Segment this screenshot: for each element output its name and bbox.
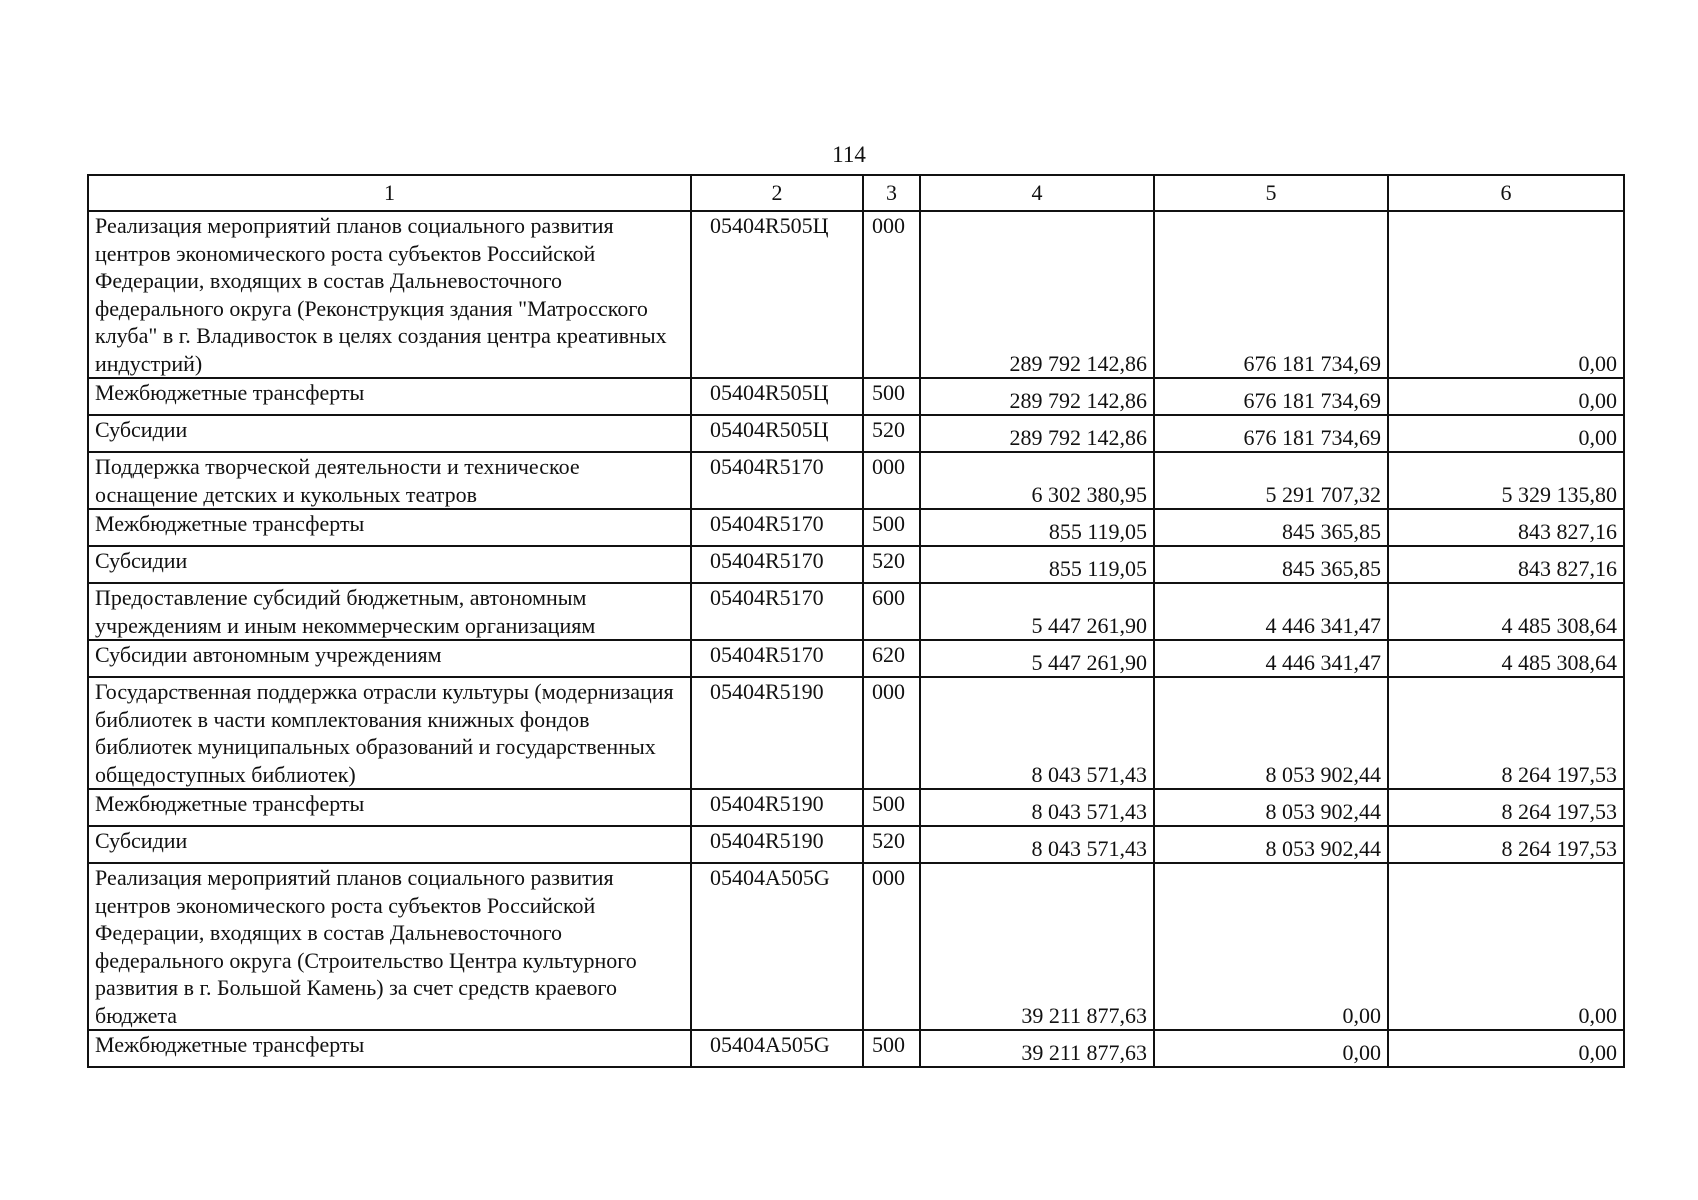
table-row xyxy=(88,415,1624,452)
row-value-6: 8 264 197,53 xyxy=(1388,677,1624,789)
row-value-4: 6 302 380,95 xyxy=(920,452,1154,509)
row-name: Субсидии xyxy=(88,826,691,863)
row-code: 05404A505G xyxy=(691,863,863,1030)
row-value-5: 5 291 707,32 xyxy=(1154,452,1388,509)
table-row xyxy=(88,826,1624,863)
row-code: 05404R5170 xyxy=(691,452,863,509)
row-value-6: 5 329 135,80 xyxy=(1388,452,1624,509)
row-kind: 500 xyxy=(863,509,920,546)
row-name: Реализация мероприятий планов социального развития центров экономического роста субъектов Российской Федерации, входящих в состав Дальневосточного федерального округа (Строительство Центра культурного развития в г. Большой Камень) за счет средств краевого бюджета xyxy=(88,863,691,1030)
row-value-4: 5 447 261,90 xyxy=(920,583,1154,640)
row-value-6: 843 827,16 xyxy=(1388,546,1624,583)
row-name: Межбюджетные трансферты xyxy=(88,789,691,826)
row-name: Реализация мероприятий планов социального развития центров экономического роста субъектов Российской Федерации, входящих в состав Дальневосточного федерального округа (Реконструкция здания "Матросского клуба" в г. Владивосток в целях создания центра креативных индустрий) xyxy=(88,211,691,378)
table-row xyxy=(88,583,1624,640)
row-value-6: 0,00 xyxy=(1388,863,1624,1030)
row-kind: 000 xyxy=(863,452,920,509)
row-kind: 620 xyxy=(863,640,920,677)
row-value-4: 8 043 571,43 xyxy=(920,826,1154,863)
row-value-4: 8 043 571,43 xyxy=(920,789,1154,826)
row-value-4: 289 792 142,86 xyxy=(920,378,1154,415)
row-name: Субсидии xyxy=(88,546,691,583)
row-name: Межбюджетные трансферты xyxy=(88,1030,691,1067)
row-code: 05404R5190 xyxy=(691,826,863,863)
table-row xyxy=(88,546,1624,583)
row-value-5: 8 053 902,44 xyxy=(1154,677,1388,789)
row-value-6: 0,00 xyxy=(1388,211,1624,378)
header-col-3: 3 xyxy=(863,175,920,211)
row-kind: 600 xyxy=(863,583,920,640)
row-name: Субсидии автономным учреждениям xyxy=(88,640,691,677)
header-col-5: 5 xyxy=(1154,175,1388,211)
table-row xyxy=(88,509,1624,546)
table-row xyxy=(88,789,1624,826)
header-row xyxy=(88,175,1624,211)
row-name: Государственная поддержка отрасли культуры (модернизация библиотек в части комплектования книжных фондов библиотек муниципальных образований и государственных общедоступных библиотек) xyxy=(88,677,691,789)
row-value-6: 8 264 197,53 xyxy=(1388,789,1624,826)
row-code: 05404A505G xyxy=(691,1030,863,1067)
table-row xyxy=(88,211,1624,378)
row-value-6: 8 264 197,53 xyxy=(1388,826,1624,863)
row-code: 05404R5190 xyxy=(691,789,863,826)
row-value-4: 289 792 142,86 xyxy=(920,415,1154,452)
header-col-4: 4 xyxy=(920,175,1154,211)
row-value-5: 8 053 902,44 xyxy=(1154,789,1388,826)
row-kind: 500 xyxy=(863,378,920,415)
table-row xyxy=(88,677,1624,789)
row-name: Межбюджетные трансферты xyxy=(88,509,691,546)
row-kind: 500 xyxy=(863,1030,920,1067)
row-value-5: 4 446 341,47 xyxy=(1154,640,1388,677)
row-kind: 000 xyxy=(863,211,920,378)
row-value-6: 0,00 xyxy=(1388,378,1624,415)
row-value-6: 0,00 xyxy=(1388,1030,1624,1067)
row-value-4: 855 119,05 xyxy=(920,546,1154,583)
row-kind: 520 xyxy=(863,546,920,583)
table-row xyxy=(88,640,1624,677)
row-value-6: 0,00 xyxy=(1388,415,1624,452)
row-value-4: 39 211 877,63 xyxy=(920,1030,1154,1067)
row-value-5: 845 365,85 xyxy=(1154,509,1388,546)
table-row xyxy=(88,1030,1624,1067)
page-number: 114 xyxy=(832,142,866,167)
table-row xyxy=(88,378,1624,415)
row-value-4: 8 043 571,43 xyxy=(920,677,1154,789)
row-value-6: 843 827,16 xyxy=(1388,509,1624,546)
row-code: 05404R505Ц xyxy=(691,378,863,415)
row-name: Межбюджетные трансферты xyxy=(88,378,691,415)
table-row xyxy=(88,452,1624,509)
row-value-4: 39 211 877,63 xyxy=(920,863,1154,1030)
row-kind: 000 xyxy=(863,677,920,789)
row-kind: 500 xyxy=(863,789,920,826)
row-kind: 520 xyxy=(863,826,920,863)
row-value-5: 8 053 902,44 xyxy=(1154,826,1388,863)
row-value-6: 4 485 308,64 xyxy=(1388,640,1624,677)
row-name: Предоставление субсидий бюджетным, автономным учреждениям и иным некоммерческим организациям xyxy=(88,583,691,640)
row-value-5: 845 365,85 xyxy=(1154,546,1388,583)
row-kind: 000 xyxy=(863,863,920,1030)
row-value-5: 676 181 734,69 xyxy=(1154,415,1388,452)
row-name: Поддержка творческой деятельности и техническое оснащение детских и кукольных театров xyxy=(88,452,691,509)
header-col-2: 2 xyxy=(691,175,863,211)
row-kind: 520 xyxy=(863,415,920,452)
budget-table xyxy=(87,174,1625,1068)
row-value-5: 4 446 341,47 xyxy=(1154,583,1388,640)
row-code: 05404R505Ц xyxy=(691,211,863,378)
header-col-1: 1 xyxy=(88,175,691,211)
row-code: 05404R5190 xyxy=(691,677,863,789)
table-row xyxy=(88,863,1624,1030)
row-value-4: 5 447 261,90 xyxy=(920,640,1154,677)
row-value-5: 0,00 xyxy=(1154,863,1388,1030)
row-code: 05404R5170 xyxy=(691,583,863,640)
row-value-4: 855 119,05 xyxy=(920,509,1154,546)
row-value-5: 676 181 734,69 xyxy=(1154,378,1388,415)
row-name: Субсидии xyxy=(88,415,691,452)
row-value-4: 289 792 142,86 xyxy=(920,211,1154,378)
row-value-5: 676 181 734,69 xyxy=(1154,211,1388,378)
row-value-6: 4 485 308,64 xyxy=(1388,583,1624,640)
row-code: 05404R5170 xyxy=(691,640,863,677)
row-code: 05404R5170 xyxy=(691,546,863,583)
header-col-6: 6 xyxy=(1388,175,1624,211)
row-code: 05404R5170 xyxy=(691,509,863,546)
row-code: 05404R505Ц xyxy=(691,415,863,452)
row-value-5: 0,00 xyxy=(1154,1030,1388,1067)
